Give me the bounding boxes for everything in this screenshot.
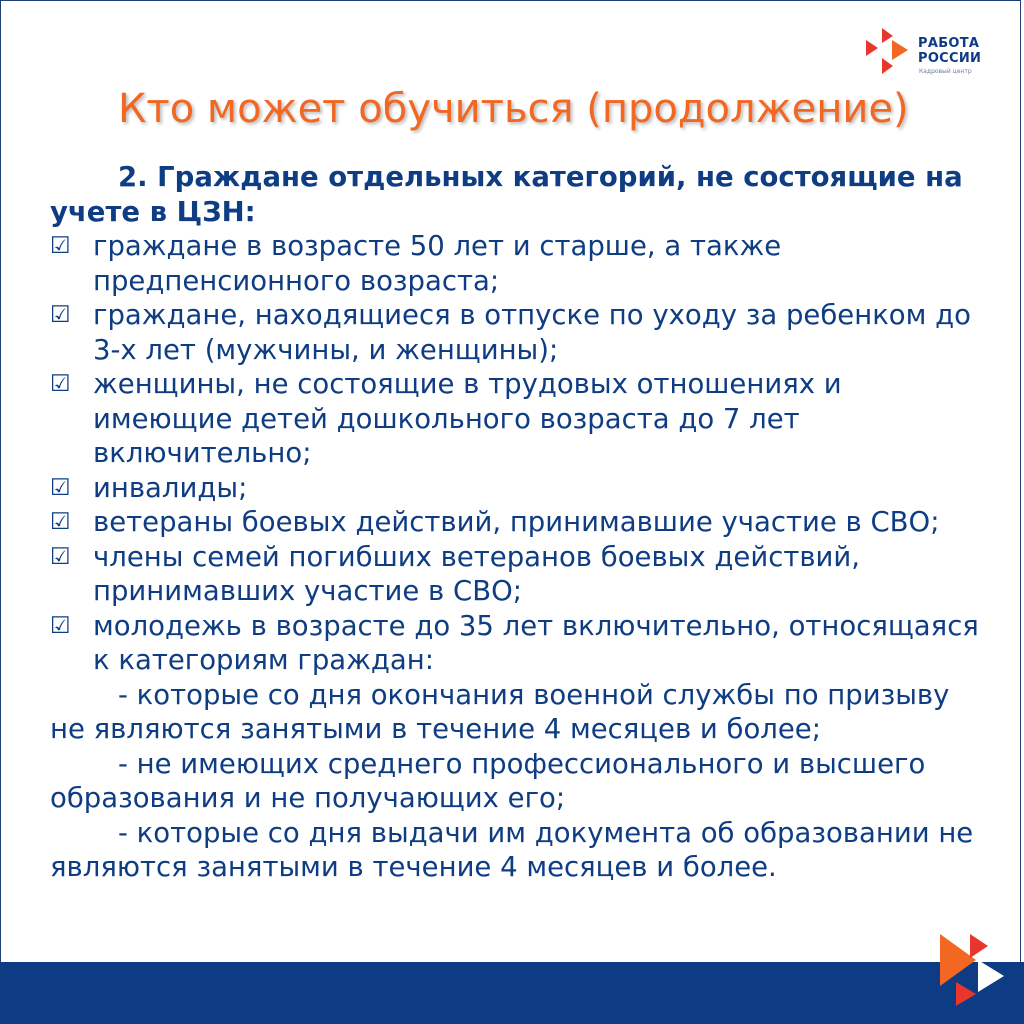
- list-item-text: ветераны боевых действий, принимавшие участие в СВО;: [93, 506, 940, 538]
- list-item-text: инвалиды;: [93, 471, 248, 504]
- sub-item: - которые со дня выдачи им документа об образовании не являются занятыми в течение 4 месяцев и более.: [50, 816, 974, 883]
- logo-arrows-icon: [866, 28, 912, 74]
- section-heading: 2. Граждане отдельных категорий, не состоящие на учете в ЦЗН:: [50, 161, 963, 228]
- list-item: [50, 609, 980, 678]
- list-item: [50, 367, 980, 471]
- list-item-text: члены семей погибших ветеранов боевых действий, принимавших участие в СВО;: [93, 540, 861, 607]
- footer-bar: [0, 962, 1024, 1024]
- sub-item: - не имеющих среднего профессионального и высшего образования и не получающих его;: [50, 747, 926, 814]
- corner-arrows-icon: [936, 930, 1008, 1006]
- list-item-text: женщины, не состоящие в трудовых отношениях и имеющие детей дошкольного возраста до 7 лет включительно;: [93, 368, 842, 469]
- list-item-text: граждане, находящиеся в отпуске по уходу за ребенком до 3-х лет (мужчины, и женщины);: [93, 299, 971, 366]
- logo-text-line1: РАБОТА: [918, 36, 980, 51]
- list-item: [50, 229, 980, 298]
- logo-subtitle: Кадровый центр: [919, 68, 972, 75]
- rabota-rossii-logo: [866, 28, 996, 78]
- checkbox-icon: ☑: [50, 474, 71, 501]
- list-item-text: молодежь в возрасте до 35 лет включительно, относящаяся к категориям граждан:: [93, 609, 979, 676]
- list-item: [50, 298, 980, 367]
- list-item: [50, 505, 980, 540]
- list-item: [50, 471, 980, 506]
- checkbox-icon: ☑: [50, 509, 71, 535]
- sub-item: - которые со дня окончания военной службы по призыву не являются занятыми в течение 4 месяцев и более;: [50, 678, 950, 745]
- checkbox-icon: ☑: [50, 302, 71, 328]
- list-item-text: граждане в возрасте 50 лет и старше, а также предпенсионного возраста;: [93, 230, 782, 297]
- checkbox-icon: ☑: [50, 233, 71, 259]
- checkbox-icon: ☑: [50, 543, 71, 570]
- checkbox-icon: ☑: [50, 612, 71, 639]
- logo-text-line2: РОССИИ: [918, 51, 982, 66]
- list-item: [50, 540, 980, 609]
- slide-content: [50, 160, 980, 885]
- slide-title: Кто может обучиться (продолжение): [118, 86, 909, 132]
- checkbox-icon: ☑: [50, 371, 71, 397]
